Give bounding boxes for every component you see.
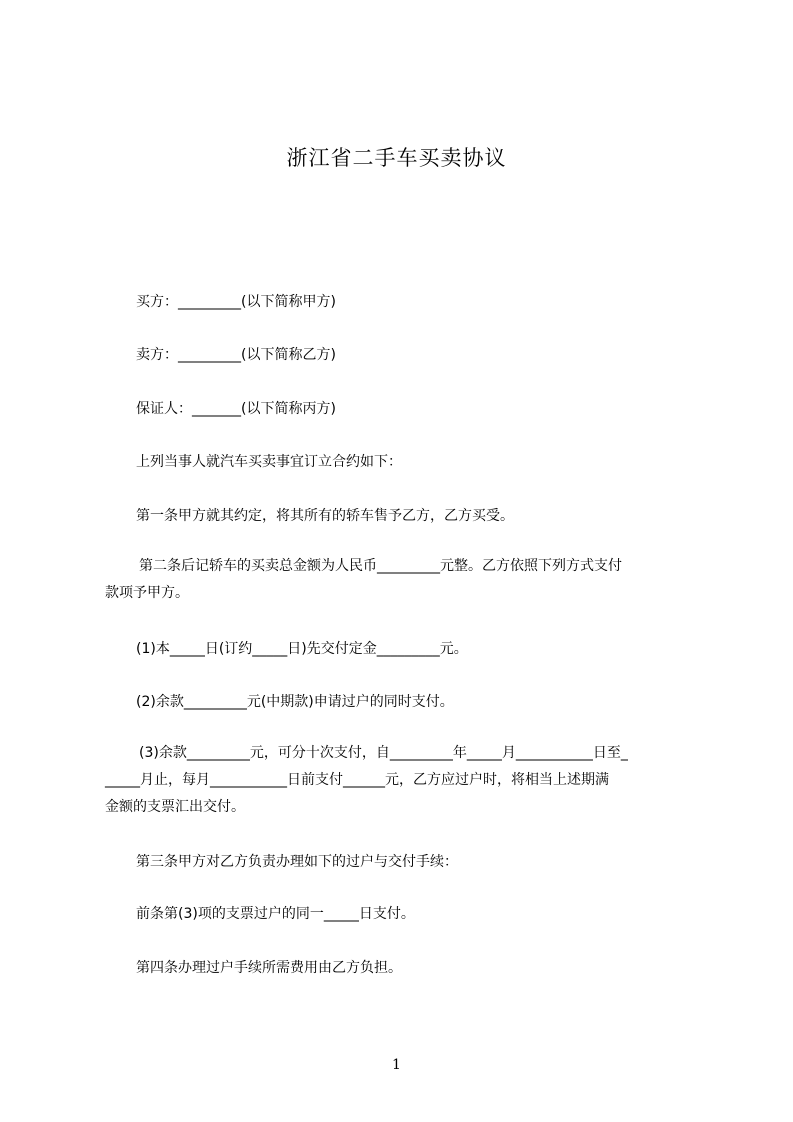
payment-item-3	[105, 740, 701, 821]
article-3: 第三条甲方对乙方负责办理如下的过户与交付手续：	[136, 854, 458, 870]
article-1: 第一条甲方就其约定，将其所有的轿车售予乙方，乙方买受。	[136, 508, 514, 524]
article-3-detail: 前条第(3)项的支票过户的同一_____日支付。	[136, 906, 415, 922]
payment-item-3-line-1: (3)余款_________元，可分十次支付，自_________年_____月___________日至_	[139, 745, 628, 761]
guarantor-line: 保证人：_______(以下简称丙方)	[136, 401, 336, 417]
payment-item-2: (2)余款_________元(中期款)申请过户的同时支付。	[136, 694, 454, 710]
article-2	[105, 553, 701, 607]
seller-line: 卖方：_________(以下简称乙方)	[136, 347, 336, 363]
article-2-line-1: 第二条后记轿车的买卖总金额为人民币_________元整。乙方依照下列方式支付	[139, 558, 622, 574]
article-2-line-2: 款项予甲方。	[105, 585, 189, 601]
payment-item-1: (1)本_____日(订约_____日)先交付定金_________元。	[136, 641, 468, 657]
page-number: 1	[392, 1057, 401, 1073]
payment-item-3-line-3: 金额的支票汇出交付。	[105, 799, 245, 815]
article-4: 第四条办理过户手续所需费用由乙方负担。	[136, 960, 402, 976]
document-title: 浙江省二手车买卖协议	[286, 146, 507, 170]
buyer-line: 买方：_________(以下简称甲方)	[136, 294, 336, 310]
payment-item-3-line-2: _____月止，每月___________日前支付______元，乙方应过户时，将相当上述期满	[105, 772, 609, 788]
intro-paragraph: 上列当事人就汽车买卖事宜订立合约如下：	[136, 454, 402, 470]
